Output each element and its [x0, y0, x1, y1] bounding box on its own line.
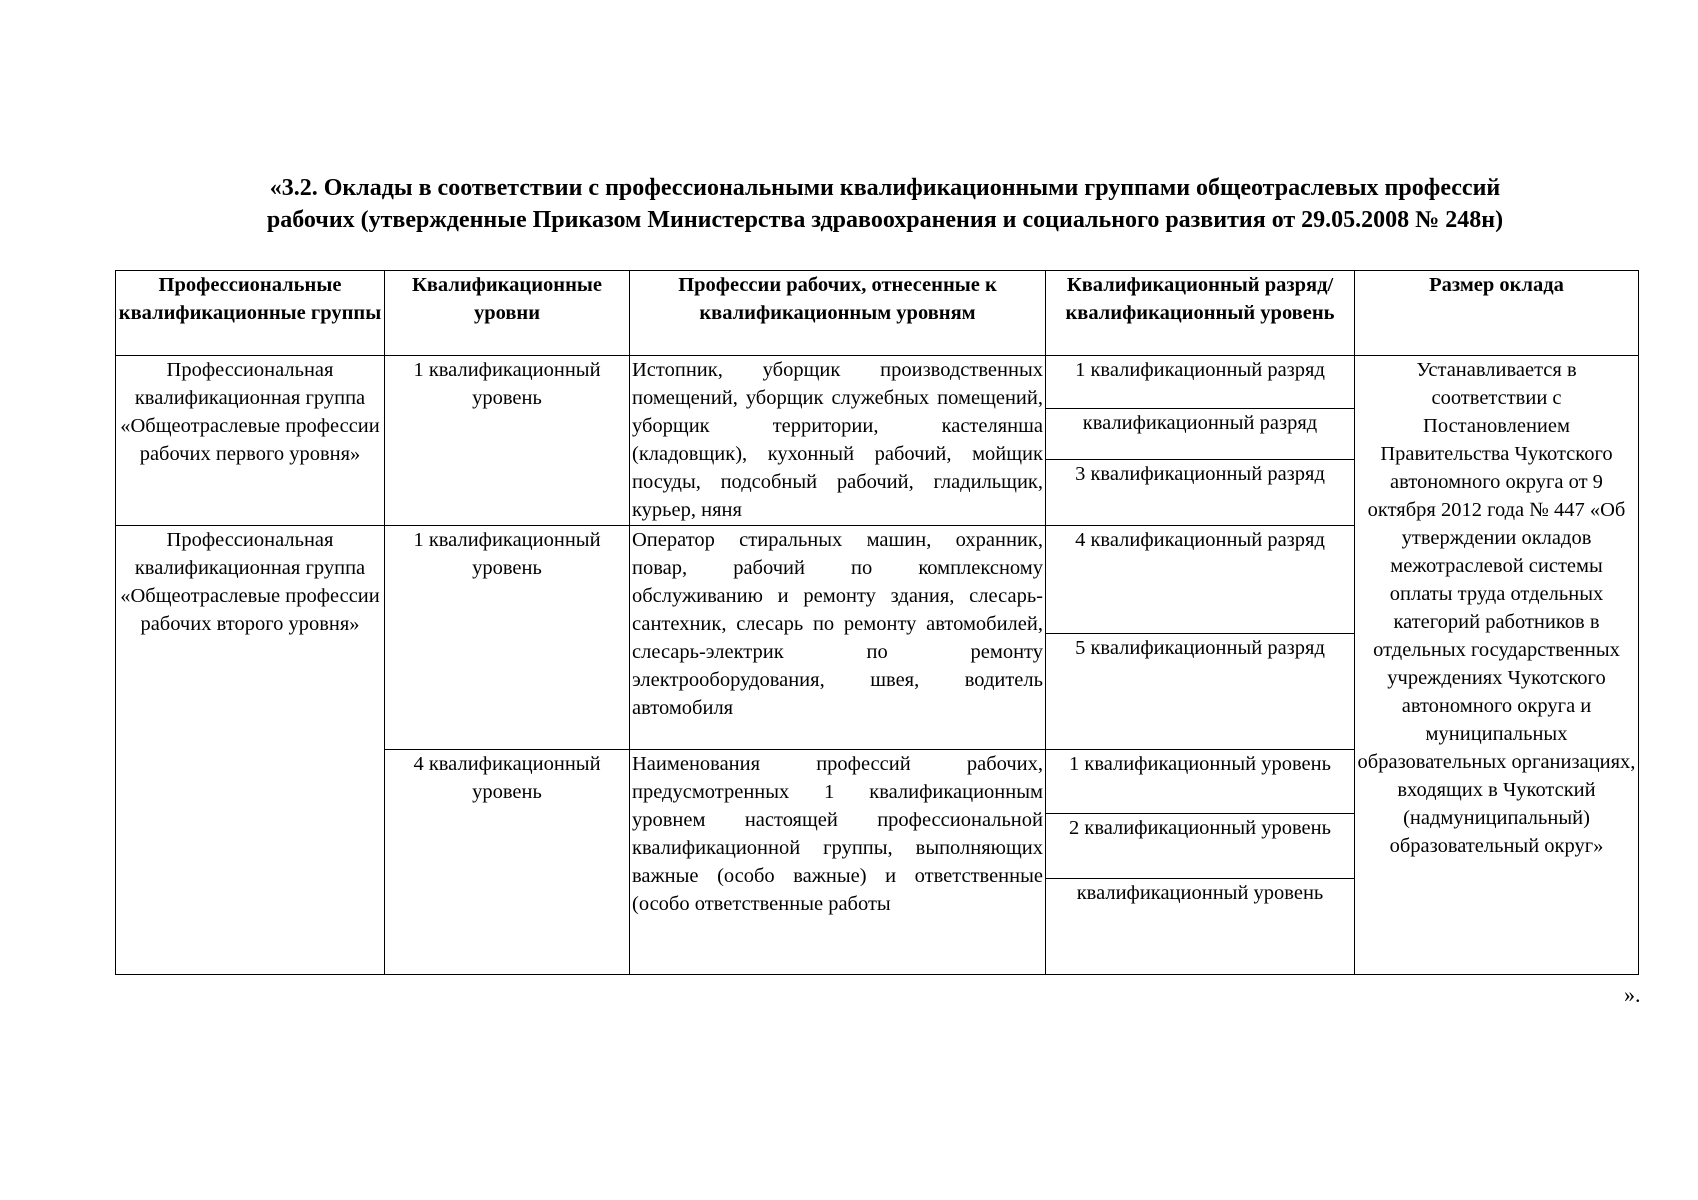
group2-grade-4: 4 квалификационный разряд: [1046, 526, 1355, 634]
group1-grade-2: квалификационный разряд: [1046, 409, 1355, 460]
header-salary: Размер оклада: [1355, 271, 1639, 356]
group1-level: 1 квалификационный уровень: [385, 356, 630, 526]
closing-quote-mark: ».: [1624, 982, 1641, 1007]
header-professions: Профессии рабочих, отнесенные к квалификационным уровням: [630, 271, 1046, 356]
group2-qual-level-3: квалификационный уровень: [1046, 879, 1355, 975]
table-header-row: [116, 271, 1639, 356]
group1-name: Профессиональная квалификационная группа «Общеотраслевые профессии рабочих первого уровня»: [116, 356, 385, 526]
page-title: [140, 172, 1630, 236]
group2-qual-level-1: 1 квалификационный уровень: [1046, 750, 1355, 814]
group2-grade-5: 5 квалификационный разряд: [1046, 634, 1355, 750]
title-line-1: «3.2. Оклады в соответствии с профессиональными квалификационными группами общеотраслевых профессий: [269, 175, 1501, 201]
group1-grade-1: 1 квалификационный разряд: [1046, 356, 1355, 409]
header-grade: Квалификационный разряд/квалификационный уровень: [1046, 271, 1355, 356]
header-groups: Профессиональные квалификационные группы: [116, 271, 385, 356]
group1-professions: Истопник, уборщик производственных помещений, уборщик служебных помещений, уборщик территории, кастелянша (кладовщик), кухонный рабочий, мойщик посуды, подсобный рабочий, гладильщик, курьер, няня: [630, 356, 1046, 526]
group2-name: Профессиональная квалификационная группа «Общеотраслевые профессии рабочих второго уровня»: [116, 526, 385, 975]
group2-level1-professions: Оператор стиральных машин, охранник, повар, рабочий по комплексному обслуживанию и ремонту здания, слесарь-сантехник, слесарь по ремонту автомобилей, слесарь-электрик по ремонту электрооборудования, швея, водитель автомобиля: [630, 526, 1046, 750]
group2-level1: 1 квалификационный уровень: [385, 526, 630, 750]
table-row: [116, 356, 1639, 409]
salary-table: [115, 270, 1639, 975]
header-levels: Квалификационные уровни: [385, 271, 630, 356]
group2-level4: 4 квалификационный уровень: [385, 750, 630, 975]
group2-level4-professions: Наименования профессий рабочих, предусмотренных 1 квалификационным уровнем настоящей профессиональной квалификационной группы, выполняющих важные (особо важные) и ответственные (особо ответственные работы: [630, 750, 1046, 975]
group2-qual-level-2: 2 квалификационный уровень: [1046, 814, 1355, 879]
group1-grade-3: 3 квалификационный разряд: [1046, 460, 1355, 526]
salary-note: Устанавливается в соответствии с Постановлением Правительства Чукотского автономного округа от 9 октября 2012 года № 447 «Об утверждении окладов межотраслевой системы оплаты труда отдельных категорий работников в отдельных государственных учреждениях Чукотского автономного округа и муниципальных образовательных организациях, входящих в Чукотский (надмуниципальный) образовательный округ»: [1355, 356, 1639, 975]
title-line-2: рабочих (утвержденные Приказом Министерства здравоохранения и социального развития от 29.05.2008 № 248н): [266, 207, 1504, 233]
